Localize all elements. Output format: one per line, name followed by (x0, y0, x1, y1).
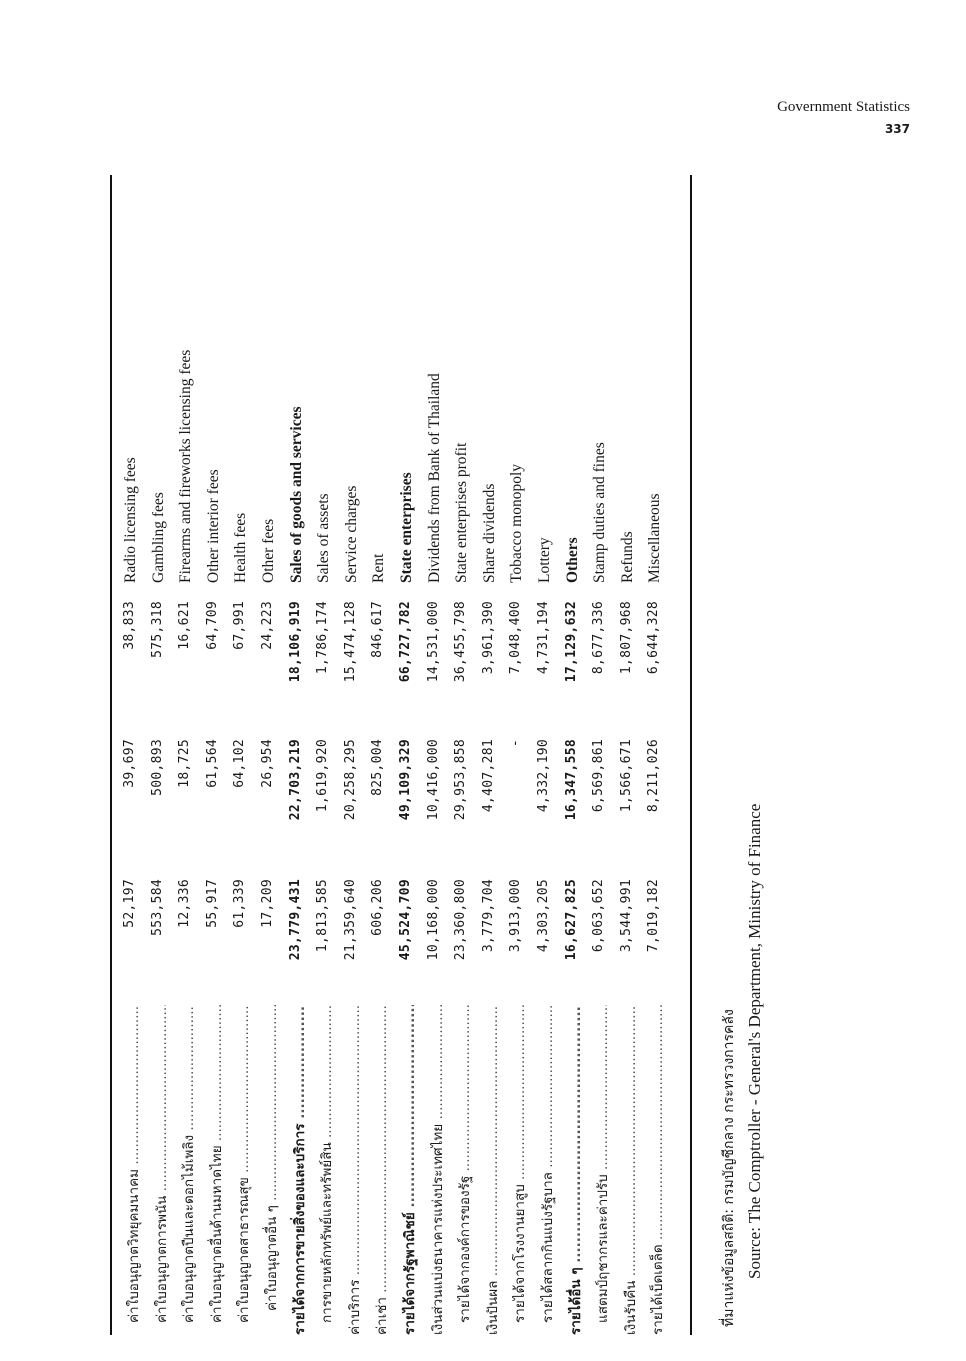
row-value-col3: 846,617 (370, 601, 386, 658)
running-head-title: Government Statistics (777, 99, 910, 115)
table-row (118, 175, 146, 1335)
row-label-thai: รายได้จากการขายสิ่งของและบริการ ..... (288, 1005, 310, 1335)
source-thai: ที่มาแห่งข้อมูลสถิติ: กรมบัญชีกลาง กระทรวงการคลัง (721, 1009, 737, 1327)
table-row (449, 175, 477, 1335)
row-label-english: Health fees (232, 512, 250, 583)
row-label-thai: เงินปันผล ..... (481, 1005, 503, 1335)
row-label-thai: ค่าใบอนุญาตสาธารณสุข ..... (232, 1005, 254, 1335)
table-row (560, 175, 588, 1335)
rotated-table-region (118, 175, 764, 1335)
row-label-english: Rent (370, 553, 388, 583)
table-row (532, 175, 560, 1335)
row-value-col1: 16,627,825 (563, 879, 579, 961)
row-label-thai: เงินรับคืน ..... (619, 1005, 641, 1335)
table-row (366, 175, 394, 1335)
row-label-english: State enterprises profit (453, 442, 471, 583)
page-number: 337 (884, 122, 910, 136)
row-label-thai: ค่าใบอนุญาตปืนและดอกไม้เพลิง ..... (177, 1005, 199, 1335)
row-label-thai: แสตมป์ฤชากรและค่าปรับ ..... (591, 1005, 613, 1335)
row-value-col1: 7,019,182 (646, 879, 662, 953)
row-label-thai: รายได้อื่น ๆ ..... (564, 1005, 586, 1335)
table-top-rule (110, 175, 112, 1335)
row-value-col3: 1,786,174 (315, 601, 331, 675)
row-value-col1: 553,584 (149, 879, 165, 936)
row-value-col3: 16,621 (177, 601, 193, 650)
row-label-english: Firearms and fireworks licensing fees (177, 349, 195, 583)
row-value-col1: 3,779,704 (480, 879, 496, 953)
row-value-col3: 64,709 (204, 601, 220, 650)
row-value-col1: 3,544,991 (618, 879, 634, 953)
row-label-english: Service charges (342, 485, 360, 583)
table-row (587, 175, 615, 1335)
row-label-thai: ค่าบริการ ..... (343, 1005, 365, 1335)
row-value-col2: 39,697 (122, 739, 137, 788)
row-value-col1: 23,360,800 (453, 879, 469, 961)
revenue-table (118, 175, 670, 1335)
row-value-col2: - (508, 739, 524, 748)
row-label-english: Tobacco monopoly (508, 463, 526, 583)
row-value-col2: 4,332,190 (535, 739, 551, 813)
row-value-col1: 23,779,431 (287, 879, 303, 961)
row-label-english: Refunds (618, 531, 636, 583)
row-label-english: Sales of goods and services (287, 406, 305, 583)
table-row (477, 175, 505, 1335)
row-label-english: Dividends from Bank of Thailand (425, 373, 443, 583)
row-value-col2: 1,566,671 (618, 739, 634, 813)
table-row (422, 175, 450, 1335)
row-value-col3: 67,991 (232, 601, 248, 650)
table-row (311, 175, 339, 1335)
source-english: Source: The Comptroller - General's Department, Ministry of Finance (745, 803, 764, 1279)
row-value-col1: 4,303,205 (535, 879, 551, 953)
row-value-col1: 3,913,000 (508, 879, 524, 953)
row-value-col3: 38,833 (122, 601, 137, 650)
row-label-thai: การขายหลักทรัพย์และทรัพย์สิน ..... (315, 1005, 337, 1335)
row-value-col1: 10,168,000 (425, 879, 441, 961)
row-label-thai: ค่าเช่า ..... (370, 1005, 392, 1335)
table-row (615, 175, 643, 1335)
row-label-thai: ค่าใบอนุญาตอื่นด้านมหาดไทย ..... (205, 1005, 227, 1335)
row-value-col2: 10,416,000 (425, 739, 441, 821)
row-label-thai: รายได้จากองค์การของรัฐ ..... (453, 1005, 475, 1335)
row-label-english: State enterprises (397, 472, 415, 583)
row-label-thai: เงินส่วนแบ่งธนาคารแห่งประเทศไทย ..... (426, 1005, 448, 1335)
row-value-col2: 500,893 (149, 739, 165, 796)
table-row (394, 175, 422, 1335)
row-value-col1: 17,209 (259, 879, 275, 928)
row-value-col3: 1,807,968 (618, 601, 634, 675)
row-label-thai: ค่าใบอนุญาตการพนัน ..... (150, 1005, 172, 1335)
row-value-col2: 49,109,329 (397, 739, 413, 821)
row-value-col3: 6,644,328 (646, 601, 662, 675)
row-label-thai: ค่าใบอนุญาตอื่น ๆ ..... (260, 1005, 282, 1335)
row-label-english: Share dividends (480, 483, 498, 583)
row-value-col1: 606,206 (370, 879, 386, 936)
table-row (504, 175, 532, 1335)
row-value-col2: 825,004 (370, 739, 386, 796)
row-value-col3: 4,731,194 (535, 601, 551, 675)
row-value-col3: 17,129,632 (563, 601, 579, 683)
row-value-col1: 55,917 (204, 879, 220, 928)
row-value-col2: 29,953,858 (453, 739, 469, 821)
row-value-col3: 24,223 (259, 601, 275, 650)
row-label-thai: ค่าใบอนุญาตวิทยุคมนาคม ..... (122, 1005, 144, 1335)
row-value-col2: 1,619,920 (315, 739, 331, 813)
row-label-english: Lottery (535, 537, 553, 583)
row-value-col3: 3,961,390 (480, 601, 496, 675)
row-value-col2: 4,407,281 (480, 739, 496, 813)
table-row (173, 175, 201, 1335)
row-label-thai: รายได้จากโรงงานยาสูบ ..... (508, 1005, 530, 1335)
table-row (642, 175, 670, 1335)
row-value-col2: 26,954 (259, 739, 275, 788)
row-value-col2: 20,258,295 (342, 739, 358, 821)
row-value-col2: 6,569,861 (591, 739, 607, 813)
row-value-col3: 18,106,919 (287, 601, 303, 683)
row-value-col3: 14,531,000 (425, 601, 441, 683)
table-row (228, 175, 256, 1335)
row-value-col3: 15,474,128 (342, 601, 358, 683)
row-value-col2: 22,703,219 (287, 739, 303, 821)
table-row (339, 175, 367, 1335)
row-value-col2: 61,564 (204, 739, 220, 788)
table-row (146, 175, 174, 1335)
row-label-english: Gambling fees (149, 492, 167, 583)
row-value-col2: 18,725 (177, 739, 193, 788)
row-value-col1: 52,197 (122, 879, 137, 928)
running-head (777, 96, 910, 140)
row-value-col3: 7,048,400 (508, 601, 524, 675)
row-label-english: Radio licensing fees (122, 457, 139, 583)
row-value-col2: 64,102 (232, 739, 248, 788)
row-label-english: Miscellaneous (646, 493, 664, 583)
table-row (256, 175, 284, 1335)
source-note (716, 167, 768, 1327)
row-value-col1: 45,524,709 (397, 879, 413, 961)
row-label-thai: รายได้เบ็ดเตล็ด ..... (646, 1005, 668, 1335)
row-value-col3: 66,727,782 (397, 601, 413, 683)
row-value-col3: 575,318 (149, 601, 165, 658)
row-value-col3: 8,677,336 (591, 601, 607, 675)
row-value-col1: 1,813,585 (315, 879, 331, 953)
row-value-col1: 61,339 (232, 879, 248, 928)
row-label-thai: รายได้จากรัฐพาณิชย์ ..... (398, 1005, 420, 1335)
row-label-thai: รายได้สลากกินแบ่งรัฐบาล ..... (536, 1005, 558, 1335)
row-value-col1: 12,336 (177, 879, 193, 928)
row-value-col3: 36,455,798 (453, 601, 469, 683)
row-value-col2: 16,347,558 (563, 739, 579, 821)
table-bottom-rule (690, 175, 692, 1335)
row-label-english: Sales of assets (315, 493, 333, 583)
row-label-english: Other interior fees (204, 469, 222, 583)
table-row (284, 175, 312, 1335)
row-label-english: Other fees (259, 518, 277, 583)
row-value-col1: 6,063,652 (591, 879, 607, 953)
row-value-col1: 21,359,640 (342, 879, 358, 961)
table-row (201, 175, 229, 1335)
row-value-col2: 8,211,026 (646, 739, 662, 813)
row-label-english: Others (563, 537, 581, 583)
row-label-english: Stamp duties and fines (591, 442, 609, 583)
